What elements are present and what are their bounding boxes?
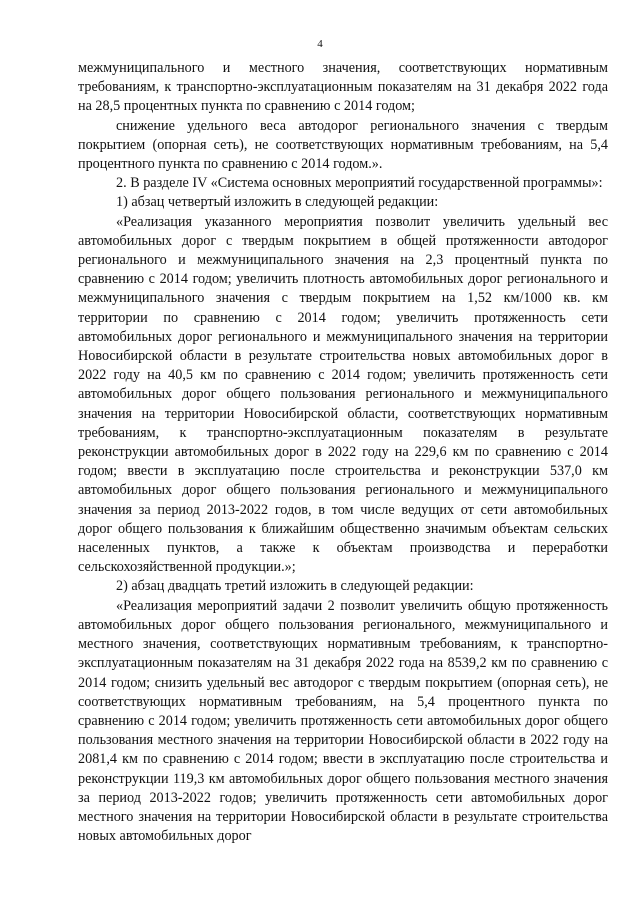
page-number: 4 [317, 38, 323, 50]
document-body [78, 59, 608, 846]
paragraph: 2) абзац двадцать третий изложить в следующей редакции: [116, 578, 474, 595]
paragraph: межмуниципального и местного значения, соответствующих нормативным требованиям, к транспортно-эксплуатационным показателям на 31 декабря 2022 года на 28,5 процентных пункта по сравнению с 2014 годом; [78, 60, 608, 115]
paragraph: «Реализация указанного мероприятия позволит увеличить удельный вес автомобильных дорог с твердым покрытием в общей протяженности автодорог регионального и межмуниципального значения на 2,3 процентный пункта по сравнению с 2014 годом; увеличить плотность автомобильных дорог регионального и межмуниципального значения с твердым покрытием на 1,52 км/1000 кв. км территории по сравнению с 2014 годом; увеличить протяженность сети автомобильных дорог регионального и межмуниципального значения на территории Новосибирской области в результате строительства новых автомобильных дорог в 2022 году на 40,5 км по сравнению с 2014 годом; увеличить протяженность сети автомобильных дорог общего пользования регионального и межмуниципального значения на территории Новосибирской области, соответствующих нормативным требованиям, к транспортно-эксплуатационным показателям в результате реконструкции автомобильных дорог в 2022 году на 229,6 км по сравнению с 2014 годом; ввести в эксплуатацию после строительства и реконструкции 537,0 км автомобильных дорог общего пользования регионального и межмуниципального значения за период 2013-2022 годов, в том числе ведущих от сети автомобильных дорог общего пользования к ближайшим общественно значимым объектам сельских населенных пунктов, а также к объектам производства и переработки сельскохозяйственной продукции.»; [78, 213, 608, 576]
paragraph: 1) абзац четвертый изложить в следующей редакции: [116, 194, 439, 211]
paragraph: 2. В разделе IV «Система основных мероприятий государственной программы»: [116, 175, 603, 192]
paragraph: «Реализация мероприятий задачи 2 позволит увеличить общую протяженность автомобильных дорог общего пользования регионального, межмуниципального и местного значения, соответствующих нормативным требованиям, к транспортно-эксплуатационным показателям на 31 декабря 2022 года на 8539,2 км по сравнению с 2014 годом; снизить удельный вес автодорог с твердым покрытием (опорная сеть), не соответствующих нормативным требованиям, на 5,4 процентного пункта по сравнению с 2014 годом; увеличить протяженность сети автомобильных дорог общего пользования местного значения на территории Новосибирской области в 2022 году на 2081,4 км по сравнению с 2014 годом; ввести в эксплуатацию после строительства и реконструкции 119,3 км автомобильных дорог общего пользования местного значения за период 2013-2022 годов; увеличить протяженность сети автомобильных дорог местного значения на территории Новосибирской области в результате строительства новых автомобильных дорог [78, 597, 608, 845]
paragraph: снижение удельного веса автодорог регионального значения с твердым покрытием (опорная сеть), не соответствующих нормативным требованиям, на 5,4 процентного пункта по сравнению с 2014 годом.». [78, 117, 608, 173]
